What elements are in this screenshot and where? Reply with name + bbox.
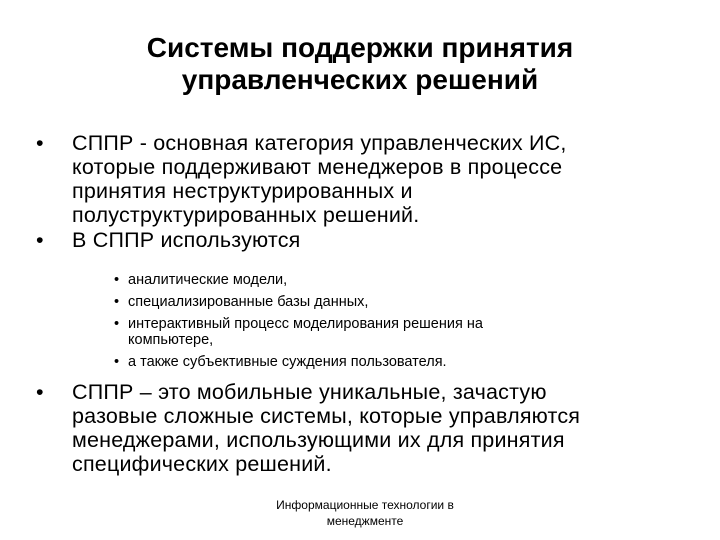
sub-bullet-item-3-line-2: компьютере, <box>128 332 214 348</box>
sub-bullet-item-4-line-1: а также субъективные суждения пользователя. <box>128 354 447 370</box>
sub-bullet-item-1 <box>114 272 696 288</box>
bullet-item-3-line-4: специфических решений. <box>72 452 332 476</box>
bullet-item-2 <box>36 228 696 252</box>
slide-footer <box>230 497 500 529</box>
bullet-item-3-line-2: разовые сложные системы, которые управляются <box>72 404 581 428</box>
bullet-icon: • <box>36 228 44 252</box>
sub-bullet-item-4 <box>114 354 696 370</box>
sub-bullet-icon: • <box>114 294 120 310</box>
bullet-item-3 <box>36 380 696 476</box>
bullet-item-2-line-1: В СППР используются <box>72 228 301 252</box>
sub-bullet-item-2-line-1: специализированные базы данных, <box>128 294 369 310</box>
slide-title-line-1: Системы поддержки принятия <box>146 32 574 63</box>
slide-footer-line-1: Информационные технологии в <box>276 498 454 512</box>
sub-bullet-item-3-line-1: интерактивный процесс моделирования решения на <box>128 316 483 332</box>
bullet-item-3-line-1: СППР – это мобильные уникальные, зачастую <box>72 380 547 404</box>
sub-bullet-list <box>114 272 696 370</box>
bullet-icon: • <box>36 131 44 155</box>
sub-bullet-icon: • <box>114 354 120 370</box>
bullet-item-3-line-3: менеджерами, использующими их для принятия <box>72 428 565 452</box>
bullet-icon: • <box>36 380 44 404</box>
bullet-item-1 <box>36 131 696 227</box>
bullet-item-1-line-4: полуструктурированных решений. <box>72 203 420 227</box>
sub-bullet-item-3 <box>114 316 696 348</box>
slide-body <box>36 131 696 476</box>
sub-bullet-icon: • <box>114 316 120 332</box>
sub-bullet-item-1-line-1: аналитические модели, <box>128 272 288 288</box>
sub-bullet-item-2 <box>114 294 696 310</box>
slide-footer-line-2: менеджменте <box>326 514 404 528</box>
bullet-item-1-line-3: принятия неструктурированных и <box>72 179 413 203</box>
bullet-item-1-line-2: которые поддерживают менеджеров в процессе <box>72 155 563 179</box>
slide-title <box>60 32 660 96</box>
slide-title-line-2: управленческих решений <box>181 64 539 95</box>
bullet-item-1-line-1: СППР - основная категория управленческих ИС, <box>72 131 567 155</box>
sub-bullet-icon: • <box>114 272 120 288</box>
